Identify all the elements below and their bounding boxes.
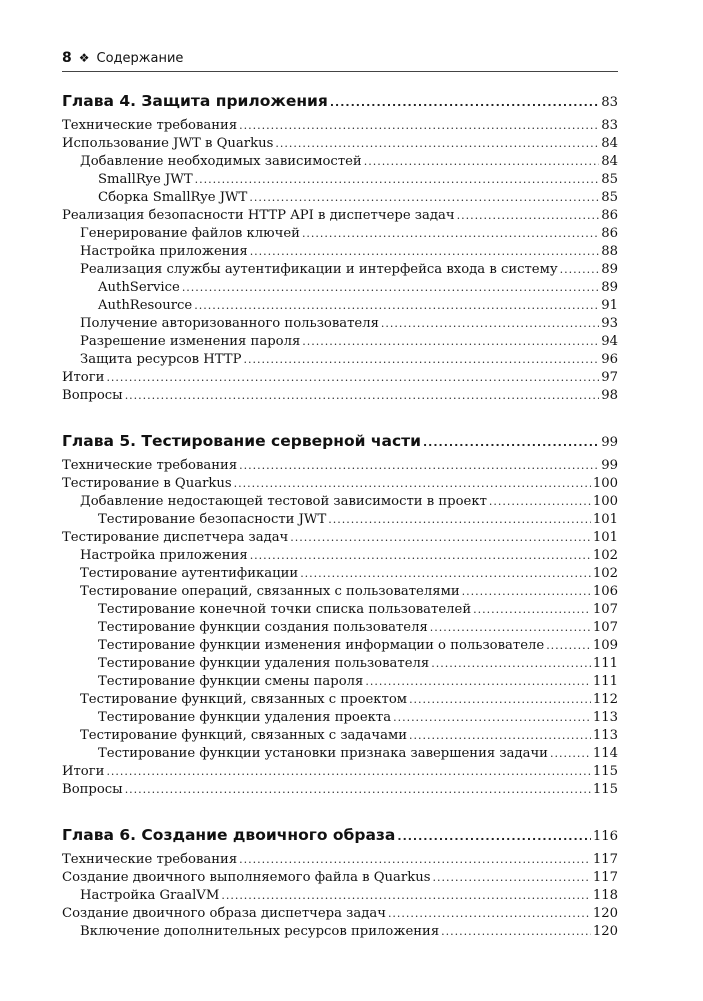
toc-entry — [62, 511, 618, 529]
toc-entry — [62, 781, 618, 799]
dot-leader — [302, 333, 599, 351]
entry-page-number: 91 — [601, 298, 618, 313]
toc-entry — [62, 207, 618, 225]
dot-leader — [290, 529, 591, 547]
dot-leader — [125, 781, 591, 799]
toc-entry — [62, 117, 618, 135]
entry-title: Глава 5. Тестирование серверной части — [62, 432, 421, 450]
entry-page-number: 100 — [592, 494, 618, 509]
entry-title: SmallRye JWT — [98, 172, 193, 187]
entry-page-number: 99 — [601, 458, 618, 473]
toc-entry — [62, 225, 618, 243]
entry-page-number: 109 — [592, 638, 618, 653]
entry-title: Тестирование функции удаления проекта — [98, 710, 392, 725]
entry-page-number: 117 — [592, 870, 618, 885]
toc-entry — [62, 709, 618, 727]
toc-entry — [62, 333, 618, 351]
dot-leader — [275, 135, 599, 153]
entry-page-number: 107 — [592, 620, 618, 635]
toc-entry — [62, 637, 618, 655]
entry-title: Разрешение изменения пароля — [80, 334, 301, 349]
toc-entry — [62, 315, 618, 333]
entry-page-number: 101 — [592, 530, 618, 545]
dot-leader — [239, 117, 599, 135]
entry-page-number: 86 — [601, 226, 618, 241]
entry-page-number: 86 — [601, 208, 618, 223]
entry-title: Технические требования — [62, 852, 238, 867]
entry-page-number: 83 — [601, 118, 618, 133]
entry-page-number: 93 — [601, 316, 618, 331]
entry-page-number: 89 — [601, 262, 618, 277]
entry-title: Настройка приложения — [80, 244, 248, 259]
toc-entry — [62, 745, 618, 763]
entry-title: Включение дополнительных ресурсов приложения — [80, 924, 440, 939]
entry-title: Тестирование функций, связанных с задачами — [80, 728, 408, 743]
entry-page-number: 117 — [592, 852, 618, 867]
entry-page-number: 88 — [601, 244, 618, 259]
entry-title: Глава 4. Защита приложения — [62, 92, 328, 110]
dot-leader — [550, 745, 591, 763]
toc-entry — [62, 493, 618, 511]
dot-leader — [330, 91, 599, 115]
entry-title: Реализация службы аутентификации и интерфейса входа в систему — [80, 262, 558, 277]
toc-entry — [62, 243, 618, 261]
entry-title: Тестирование конечной точки списка пользователей — [98, 602, 472, 617]
dot-leader — [300, 565, 591, 583]
dot-leader — [388, 905, 591, 923]
toc-entry — [62, 387, 618, 405]
entry-title: Генерирование файлов ключей — [80, 226, 300, 241]
dot-leader — [239, 851, 591, 869]
section-title: Содержание — [96, 50, 184, 66]
dot-leader — [409, 691, 591, 709]
entry-page-number: 96 — [601, 352, 618, 367]
toc-entry — [62, 171, 618, 189]
entry-title: AuthService — [98, 280, 180, 295]
entry-page-number: 107 — [592, 602, 618, 617]
entry-title: Тестирование функции создания пользователя — [98, 620, 428, 635]
page-number: 8 — [62, 50, 72, 66]
entry-title: Использование JWT в Quarkus — [62, 136, 274, 151]
entry-title: Технические требования — [62, 458, 238, 473]
dot-leader — [430, 619, 591, 637]
toc-entry — [62, 923, 618, 941]
dot-leader — [302, 225, 599, 243]
entry-page-number: 102 — [592, 566, 618, 581]
entry-title: Тестирование функции смены пароля — [98, 674, 364, 689]
toc-entry — [62, 851, 618, 869]
dot-leader — [409, 727, 591, 745]
toc-entry — [62, 529, 618, 547]
toc-entry — [62, 135, 618, 153]
entry-page-number: 89 — [601, 280, 618, 295]
entry-title: AuthResource — [98, 298, 193, 313]
entry-title: Тестирование операций, связанных с пользователями — [80, 584, 460, 599]
chapter-block — [62, 823, 618, 941]
entry-page-number: 97 — [601, 370, 618, 385]
entry-page-number: 120 — [592, 906, 618, 921]
chapter-block — [62, 89, 618, 405]
toc-entry — [62, 369, 618, 387]
entry-page-number: 102 — [592, 548, 618, 563]
toc-entry — [62, 601, 618, 619]
entry-title: Добавление недостающей тестовой зависимости в проект — [80, 494, 487, 509]
entry-title: Защита ресурсов HTTP — [80, 352, 242, 367]
dot-leader — [182, 279, 599, 297]
dot-leader — [381, 315, 599, 333]
entry-title: Реализация безопасности HTTP API в диспетчере задач — [62, 208, 455, 223]
entry-page-number: 94 — [601, 334, 618, 349]
dot-leader — [106, 369, 599, 387]
entry-title: Тестирование функций, связанных с проектом — [80, 692, 408, 707]
entry-title: Тестирование диспетчера задач — [62, 530, 289, 545]
toc-entry — [62, 297, 618, 315]
entry-page-number: 116 — [592, 829, 618, 844]
dot-leader — [328, 511, 591, 529]
dot-leader — [234, 475, 591, 493]
dot-leader — [397, 825, 590, 849]
entry-page-number: 101 — [592, 512, 618, 527]
toc-entry — [62, 279, 618, 297]
dot-leader — [423, 431, 599, 455]
entry-title: Тестирование функции установки признака завершения задачи — [98, 746, 548, 761]
toc-entry — [62, 691, 618, 709]
entry-page-number: 85 — [601, 190, 618, 205]
table-of-contents — [62, 89, 618, 965]
entry-title: Получение авторизованного пользователя — [80, 316, 379, 331]
dot-leader — [125, 387, 600, 405]
entry-title: Итоги — [62, 370, 105, 385]
entry-title: Добавление необходимых зависимостей — [80, 154, 362, 169]
toc-entry — [62, 673, 618, 691]
dot-leader — [365, 673, 590, 691]
dot-leader — [462, 583, 591, 601]
header-rule — [62, 71, 618, 72]
entry-title: Сборка SmallRye JWT — [98, 190, 248, 205]
dot-leader — [195, 171, 600, 189]
toc-entry — [62, 457, 618, 475]
chapter-heading — [62, 89, 618, 113]
chapter-heading — [62, 429, 618, 453]
entry-title: Тестирование аутентификации — [80, 566, 299, 581]
entry-page-number: 99 — [601, 435, 618, 450]
entry-page-number: 106 — [592, 584, 618, 599]
entry-page-number: 118 — [592, 888, 618, 903]
dot-leader — [393, 709, 591, 727]
dot-leader — [441, 923, 591, 941]
toc-entry — [62, 655, 618, 673]
dot-leader — [250, 547, 591, 565]
entry-title: Итоги — [62, 764, 105, 779]
entry-title: Тестирование безопасности JWT — [98, 512, 327, 527]
entry-page-number: 115 — [592, 782, 618, 797]
toc-entry — [62, 189, 618, 207]
entry-title: Настройка приложения — [80, 548, 248, 563]
dot-leader — [473, 601, 591, 619]
dot-leader — [194, 297, 599, 315]
entry-page-number: 83 — [601, 95, 618, 110]
ornament-icon: ❖ — [78, 51, 90, 65]
toc-entry — [62, 869, 618, 887]
dot-leader — [106, 763, 590, 781]
dot-leader — [546, 637, 591, 655]
dot-leader — [431, 655, 591, 673]
entry-page-number: 84 — [601, 136, 618, 151]
dot-leader — [243, 351, 599, 369]
entry-page-number: 113 — [592, 710, 618, 725]
dot-leader — [249, 189, 599, 207]
entry-title: Создание двоичного образа диспетчера задач — [62, 906, 386, 921]
entry-page-number: 114 — [592, 746, 618, 761]
entry-page-number: 85 — [601, 172, 618, 187]
toc-entry — [62, 351, 618, 369]
entry-page-number: 100 — [592, 476, 618, 491]
toc-entry — [62, 153, 618, 171]
running-head — [62, 50, 183, 66]
entry-title: Технические требования — [62, 118, 238, 133]
dot-leader — [457, 207, 600, 225]
toc-entry — [62, 905, 618, 923]
toc-entry — [62, 887, 618, 905]
dot-leader — [221, 887, 591, 905]
entry-title: Вопросы — [62, 388, 123, 403]
toc-entry — [62, 763, 618, 781]
toc-entry — [62, 261, 618, 279]
entry-title: Глава 6. Создание двоичного образа — [62, 826, 396, 844]
dot-leader — [489, 493, 591, 511]
dot-leader — [432, 869, 590, 887]
entry-page-number: 84 — [601, 154, 618, 169]
entry-page-number: 111 — [592, 656, 618, 671]
toc-entry — [62, 475, 618, 493]
entry-title: Создание двоичного выполняемого файла в Quarkus — [62, 870, 431, 885]
dot-leader — [560, 261, 600, 279]
dot-leader — [364, 153, 600, 171]
toc-entry — [62, 547, 618, 565]
toc-entry — [62, 727, 618, 745]
entry-title: Настройка GraalVM — [80, 888, 220, 903]
entry-page-number: 120 — [592, 924, 618, 939]
dot-leader — [239, 457, 599, 475]
entry-page-number: 111 — [592, 674, 618, 689]
entry-title: Тестирование функции удаления пользователя — [98, 656, 430, 671]
entry-title: Тестирование в Quarkus — [62, 476, 232, 491]
entry-page-number: 112 — [592, 692, 618, 707]
entry-title: Тестирование функции изменения информации о пользователе — [98, 638, 545, 653]
entry-page-number: 115 — [592, 764, 618, 779]
toc-entry — [62, 565, 618, 583]
dot-leader — [250, 243, 600, 261]
entry-page-number: 113 — [592, 728, 618, 743]
toc-entry — [62, 583, 618, 601]
entry-title: Вопросы — [62, 782, 123, 797]
chapter-block — [62, 429, 618, 799]
entry-page-number: 98 — [601, 388, 618, 403]
toc-entry — [62, 619, 618, 637]
chapter-heading — [62, 823, 618, 847]
